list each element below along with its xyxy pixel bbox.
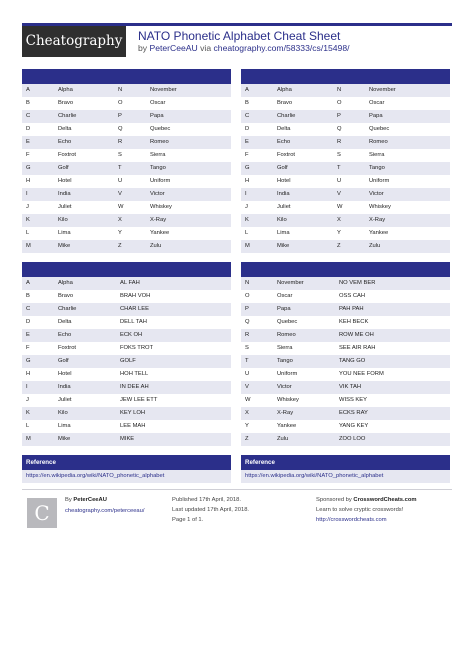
panel-header bbox=[22, 69, 231, 84]
pronunciation-cell: TANG GO bbox=[339, 358, 366, 364]
table-row bbox=[241, 368, 450, 381]
letter-cell: H bbox=[26, 371, 31, 377]
codeword-cell: Victor bbox=[277, 384, 292, 390]
codeword-cell: Oscar bbox=[150, 100, 166, 106]
panel-header bbox=[241, 69, 450, 84]
letter-cell: W bbox=[118, 204, 124, 210]
letter-cell: M bbox=[26, 243, 31, 249]
table-row bbox=[241, 214, 450, 227]
codeword-cell: X-Ray bbox=[277, 410, 294, 416]
codeword-cell: Uniform bbox=[277, 371, 298, 377]
codeword-cell: Sierra bbox=[150, 152, 166, 158]
codeword-cell: Mike bbox=[277, 243, 290, 249]
table-row bbox=[22, 149, 231, 162]
codeword-cell: Whiskey bbox=[150, 204, 172, 210]
codeword-cell: India bbox=[277, 191, 290, 197]
table-row bbox=[22, 123, 231, 136]
letter-cell: W bbox=[245, 397, 251, 403]
letter-cell: Z bbox=[118, 243, 122, 249]
codeword-cell: Alpha bbox=[58, 280, 73, 286]
table-row bbox=[22, 394, 231, 407]
pronunciation-cell: OSS CAH bbox=[339, 293, 366, 299]
codeword-cell: Kilo bbox=[58, 217, 68, 223]
table-row bbox=[22, 188, 231, 201]
letter-cell: J bbox=[245, 204, 248, 210]
codeword-cell: Charlie bbox=[58, 306, 77, 312]
table-row bbox=[241, 420, 450, 433]
table-row bbox=[22, 201, 231, 214]
codeword-cell: Hotel bbox=[277, 178, 291, 184]
letter-cell: I bbox=[26, 384, 28, 390]
pronunciation-cell: ROW ME OH bbox=[339, 332, 374, 338]
table-row bbox=[22, 162, 231, 175]
codeword-cell: Golf bbox=[58, 165, 69, 171]
letter-cell: C bbox=[26, 113, 31, 119]
letter-cell: I bbox=[26, 191, 28, 197]
pronunciation-cell: PAH PAH bbox=[339, 306, 364, 312]
pronunciation-cell: BRAH VOH bbox=[120, 293, 151, 299]
table-row bbox=[241, 97, 450, 110]
codeword-cell: Zulu bbox=[369, 243, 381, 249]
table-row bbox=[22, 136, 231, 149]
letter-cell: V bbox=[245, 384, 249, 390]
codeword-cell: Sierra bbox=[277, 345, 293, 351]
reference-link[interactable]: https://en.wikipedia.org/wiki/NATO_phonetic_alphabet bbox=[241, 470, 450, 483]
pronunciation-cell: YANG KEY bbox=[339, 423, 369, 429]
codeword-cell: Kilo bbox=[58, 410, 68, 416]
letter-cell: Y bbox=[337, 230, 341, 236]
letter-cell: L bbox=[26, 230, 30, 236]
letter-cell: Z bbox=[245, 436, 249, 442]
letter-cell: P bbox=[245, 306, 249, 312]
panel-header bbox=[241, 262, 450, 277]
table-row bbox=[22, 381, 231, 394]
letter-cell: T bbox=[118, 165, 122, 171]
pronunciation-cell: FOKS TROT bbox=[120, 345, 154, 351]
table-row bbox=[22, 368, 231, 381]
letter-cell: Q bbox=[337, 126, 342, 132]
codeword-cell: Juliet bbox=[277, 204, 291, 210]
reference-title: Reference bbox=[241, 455, 450, 470]
codeword-cell: Foxtrot bbox=[58, 152, 77, 158]
pronunciation-cell: YOU NEE FORM bbox=[339, 371, 384, 377]
pronunciation-cell: LEE MAH bbox=[120, 423, 146, 429]
table-row bbox=[241, 136, 450, 149]
table-row bbox=[241, 342, 450, 355]
codeword-cell: Lima bbox=[58, 230, 71, 236]
pronunciation-cell: KEH BECK bbox=[339, 319, 369, 325]
panel-alphabet-left bbox=[22, 69, 231, 253]
letter-cell: O bbox=[245, 293, 250, 299]
letter-cell: U bbox=[245, 371, 250, 377]
letter-cell: Q bbox=[118, 126, 123, 132]
codeword-cell: Victor bbox=[150, 191, 165, 197]
table-row bbox=[22, 290, 231, 303]
letter-cell: C bbox=[26, 306, 31, 312]
footer-divider bbox=[22, 489, 452, 490]
pronunciation-cell: MIKE bbox=[120, 436, 135, 442]
pronunciation-cell: JEW LEE ETT bbox=[120, 397, 158, 403]
codeword-cell: Sierra bbox=[369, 152, 385, 158]
letter-cell: X bbox=[118, 217, 122, 223]
table-row bbox=[241, 277, 450, 290]
letter-cell: U bbox=[118, 178, 123, 184]
table-row bbox=[241, 162, 450, 175]
letter-cell: P bbox=[118, 113, 122, 119]
table-row bbox=[241, 355, 450, 368]
codeword-cell: Kilo bbox=[277, 217, 287, 223]
letter-cell: B bbox=[26, 100, 30, 106]
table-row bbox=[22, 175, 231, 188]
panel-alphabet-right bbox=[241, 69, 450, 253]
letter-cell: S bbox=[245, 345, 249, 351]
table-row bbox=[22, 214, 231, 227]
updated-date: Last updated 17th April, 2018. bbox=[172, 507, 250, 513]
pronunciation-cell: ECKS RAY bbox=[339, 410, 368, 416]
letter-cell: B bbox=[245, 100, 249, 106]
letter-cell: R bbox=[118, 139, 123, 145]
pronunciation-cell: HOH TELL bbox=[120, 371, 149, 377]
codeword-cell: India bbox=[58, 384, 71, 390]
author-link[interactable]: PeterCeeAU bbox=[149, 43, 198, 53]
codeword-cell: Tango bbox=[150, 165, 166, 171]
letter-cell: A bbox=[26, 280, 30, 286]
pronunciation-cell: GOLF bbox=[120, 358, 136, 364]
table-row bbox=[22, 433, 231, 446]
letter-cell: F bbox=[245, 152, 249, 158]
codeword-cell: Alpha bbox=[277, 87, 292, 93]
codeword-cell: X-Ray bbox=[150, 217, 167, 223]
letter-cell: M bbox=[245, 243, 250, 249]
table-row bbox=[241, 84, 450, 97]
table-row bbox=[22, 84, 231, 97]
letter-cell: K bbox=[26, 410, 30, 416]
sponsor-line bbox=[316, 497, 417, 503]
table-row bbox=[22, 420, 231, 433]
pronunciation-cell: WISS KEY bbox=[339, 397, 368, 403]
codeword-cell: Lima bbox=[277, 230, 290, 236]
table-row bbox=[22, 303, 231, 316]
panel-rows bbox=[241, 277, 450, 446]
letter-cell: A bbox=[26, 87, 30, 93]
panel-rows bbox=[241, 84, 450, 253]
table-row bbox=[22, 316, 231, 329]
pronunciation-cell: IN DEE AH bbox=[120, 384, 149, 390]
codeword-cell: Golf bbox=[277, 165, 288, 171]
letter-cell: N bbox=[337, 87, 342, 93]
reference-title: Reference bbox=[22, 455, 231, 470]
codeword-cell: Mike bbox=[58, 243, 71, 249]
letter-cell: X bbox=[337, 217, 341, 223]
codeword-cell: Charlie bbox=[277, 113, 296, 119]
letter-cell: R bbox=[245, 332, 250, 338]
table-row bbox=[241, 149, 450, 162]
letter-cell: C bbox=[245, 113, 250, 119]
codeword-cell: X-Ray bbox=[369, 217, 386, 223]
sponsor-name[interactable]: CrosswordCheats.com bbox=[353, 497, 417, 503]
codeword-cell: Yankee bbox=[369, 230, 389, 236]
codeword-cell: Lima bbox=[58, 423, 71, 429]
table-row bbox=[241, 188, 450, 201]
table-row bbox=[241, 201, 450, 214]
codeword-cell: Romeo bbox=[150, 139, 169, 145]
table-row bbox=[22, 407, 231, 420]
via-text: via bbox=[200, 43, 212, 53]
codeword-cell: Uniform bbox=[369, 178, 390, 184]
codeword-cell: Quebec bbox=[369, 126, 390, 132]
author-avatar-badge[interactable]: C bbox=[27, 498, 57, 528]
letter-cell: J bbox=[26, 204, 29, 210]
codeword-cell: Echo bbox=[277, 139, 291, 145]
letter-cell: T bbox=[337, 165, 341, 171]
table-row bbox=[22, 110, 231, 123]
panel-header bbox=[22, 262, 231, 277]
panel-rows bbox=[22, 84, 231, 253]
codeword-cell: Victor bbox=[369, 191, 384, 197]
table-row bbox=[241, 303, 450, 316]
letter-cell: D bbox=[245, 126, 250, 132]
codeword-cell: Uniform bbox=[150, 178, 171, 184]
letter-cell: R bbox=[337, 139, 342, 145]
table-row bbox=[22, 240, 231, 253]
letter-cell: H bbox=[26, 178, 31, 184]
codeword-cell: Yankee bbox=[150, 230, 170, 236]
page-count: Page 1 of 1. bbox=[172, 517, 204, 523]
pronunciation-cell: CHAR LEE bbox=[120, 306, 149, 312]
letter-cell: G bbox=[26, 358, 31, 364]
codeword-cell: Papa bbox=[277, 306, 291, 312]
codeword-cell: Yankee bbox=[277, 423, 297, 429]
codeword-cell: November bbox=[277, 280, 304, 286]
table-row bbox=[22, 227, 231, 240]
table-row bbox=[22, 329, 231, 342]
letter-cell: K bbox=[245, 217, 249, 223]
sponsor-description: Learn to solve cryptic crosswords! bbox=[316, 507, 404, 513]
letter-cell: Y bbox=[118, 230, 122, 236]
footer-author-line bbox=[65, 497, 107, 503]
letter-cell: D bbox=[26, 126, 31, 132]
table-row bbox=[22, 355, 231, 368]
table-row bbox=[241, 290, 450, 303]
pronunciation-cell: VIK TAH bbox=[339, 384, 362, 390]
codeword-cell: Echo bbox=[58, 139, 72, 145]
table-row bbox=[241, 329, 450, 342]
letter-cell: O bbox=[337, 100, 342, 106]
letter-cell: F bbox=[26, 152, 30, 158]
letter-cell: G bbox=[26, 165, 31, 171]
letter-cell: D bbox=[26, 319, 31, 325]
letter-cell: L bbox=[245, 230, 249, 236]
letter-cell: G bbox=[245, 165, 250, 171]
codeword-cell: Whiskey bbox=[369, 204, 391, 210]
codeword-cell: Bravo bbox=[58, 100, 74, 106]
table-row bbox=[241, 433, 450, 446]
codeword-cell: Alpha bbox=[58, 87, 73, 93]
codeword-cell: Mike bbox=[58, 436, 71, 442]
letter-cell: V bbox=[118, 191, 122, 197]
panel-pronunciation-n-z bbox=[241, 262, 450, 446]
table-row bbox=[22, 277, 231, 290]
codeword-cell: Oscar bbox=[369, 100, 385, 106]
letter-cell: S bbox=[337, 152, 341, 158]
pronunciation-cell: AL FAH bbox=[120, 280, 140, 286]
codeword-cell: Papa bbox=[369, 113, 383, 119]
codeword-cell: Oscar bbox=[277, 293, 293, 299]
panel-pronunciation-a-m bbox=[22, 262, 231, 446]
codeword-cell: Delta bbox=[58, 319, 72, 325]
page-subtitle bbox=[138, 43, 350, 53]
pronunciation-cell: NO VEM BER bbox=[339, 280, 376, 286]
table-row bbox=[241, 227, 450, 240]
codeword-cell: Delta bbox=[277, 126, 291, 132]
letter-cell: Z bbox=[337, 243, 341, 249]
pronunciation-cell: SEE AIR RAH bbox=[339, 345, 376, 351]
table-row bbox=[241, 175, 450, 188]
letter-cell: J bbox=[26, 397, 29, 403]
letter-cell: S bbox=[118, 152, 122, 158]
reference-link[interactable]: https://en.wikipedia.org/wiki/NATO_phonetic_alphabet bbox=[22, 470, 231, 483]
codeword-cell: Papa bbox=[150, 113, 164, 119]
table-row bbox=[241, 394, 450, 407]
codeword-cell: Juliet bbox=[58, 397, 72, 403]
codeword-cell: November bbox=[150, 87, 177, 93]
codeword-cell: Golf bbox=[58, 358, 69, 364]
letter-cell: T bbox=[245, 358, 249, 364]
letter-cell: F bbox=[26, 345, 30, 351]
codeword-cell: Hotel bbox=[58, 371, 72, 377]
codeword-cell: Romeo bbox=[277, 332, 296, 338]
letter-cell: E bbox=[245, 139, 249, 145]
table-row bbox=[241, 110, 450, 123]
letter-cell: X bbox=[245, 410, 249, 416]
codeword-cell: Zulu bbox=[150, 243, 162, 249]
letter-cell: U bbox=[337, 178, 342, 184]
codeword-cell: Bravo bbox=[58, 293, 74, 299]
panel-rows bbox=[22, 277, 231, 446]
sponsor-prefix: Sponsored by bbox=[316, 497, 352, 503]
sponsor-url[interactable]: http://crosswordcheats.com bbox=[316, 517, 387, 523]
codeword-cell: Juliet bbox=[58, 204, 72, 210]
by-prefix: by bbox=[138, 43, 148, 53]
letter-cell: E bbox=[26, 332, 30, 338]
sheet-url-link[interactable]: cheatography.com/58333/cs/15498/ bbox=[213, 43, 350, 53]
codeword-cell: Charlie bbox=[58, 113, 77, 119]
letter-cell: L bbox=[26, 423, 30, 429]
letter-cell: N bbox=[245, 280, 250, 286]
pronunciation-cell: KEY LOH bbox=[120, 410, 146, 416]
letter-cell: W bbox=[337, 204, 343, 210]
codeword-cell: Tango bbox=[277, 358, 293, 364]
codeword-cell: Quebec bbox=[277, 319, 298, 325]
codeword-cell: November bbox=[369, 87, 396, 93]
codeword-cell: Foxtrot bbox=[58, 345, 77, 351]
letter-cell: E bbox=[26, 139, 30, 145]
codeword-cell: Hotel bbox=[58, 178, 72, 184]
letter-cell: Y bbox=[245, 423, 249, 429]
table-row bbox=[22, 342, 231, 355]
codeword-cell: Echo bbox=[58, 332, 72, 338]
pronunciation-cell: DELL TAH bbox=[120, 319, 147, 325]
page-title: NATO Phonetic Alphabet Cheat Sheet bbox=[138, 29, 341, 43]
pronunciation-cell: ZOO LOO bbox=[339, 436, 366, 442]
table-row bbox=[241, 381, 450, 394]
table-row bbox=[241, 240, 450, 253]
letter-cell: N bbox=[118, 87, 123, 93]
codeword-cell: Foxtrot bbox=[277, 152, 296, 158]
letter-cell: B bbox=[26, 293, 30, 299]
reference-box-left bbox=[22, 455, 231, 483]
codeword-cell: Bravo bbox=[277, 100, 293, 106]
letter-cell: M bbox=[26, 436, 31, 442]
cheatography-logo[interactable]: Cheatography bbox=[22, 26, 126, 57]
codeword-cell: Whiskey bbox=[277, 397, 299, 403]
footer-author-link[interactable]: PeterCeeAU bbox=[73, 497, 107, 503]
codeword-cell: Romeo bbox=[369, 139, 388, 145]
footer-by-label: By bbox=[65, 497, 72, 503]
pronunciation-cell: ECK OH bbox=[120, 332, 143, 338]
reference-box-right bbox=[241, 455, 450, 483]
letter-cell: P bbox=[337, 113, 341, 119]
codeword-cell: Quebec bbox=[150, 126, 171, 132]
letter-cell: O bbox=[118, 100, 123, 106]
codeword-cell: India bbox=[58, 191, 71, 197]
table-row bbox=[241, 407, 450, 420]
codeword-cell: Delta bbox=[58, 126, 72, 132]
letter-cell: Q bbox=[245, 319, 250, 325]
table-row bbox=[241, 316, 450, 329]
codeword-cell: Tango bbox=[369, 165, 385, 171]
published-date: Published 17th April, 2018. bbox=[172, 497, 241, 503]
letter-cell: K bbox=[26, 217, 30, 223]
letter-cell: I bbox=[245, 191, 247, 197]
codeword-cell: Zulu bbox=[277, 436, 289, 442]
table-row bbox=[241, 123, 450, 136]
table-row bbox=[22, 97, 231, 110]
letter-cell: V bbox=[337, 191, 341, 197]
letter-cell: A bbox=[245, 87, 249, 93]
letter-cell: H bbox=[245, 178, 250, 184]
footer-author-url[interactable]: cheatography.com/peterceeau/ bbox=[65, 508, 145, 514]
